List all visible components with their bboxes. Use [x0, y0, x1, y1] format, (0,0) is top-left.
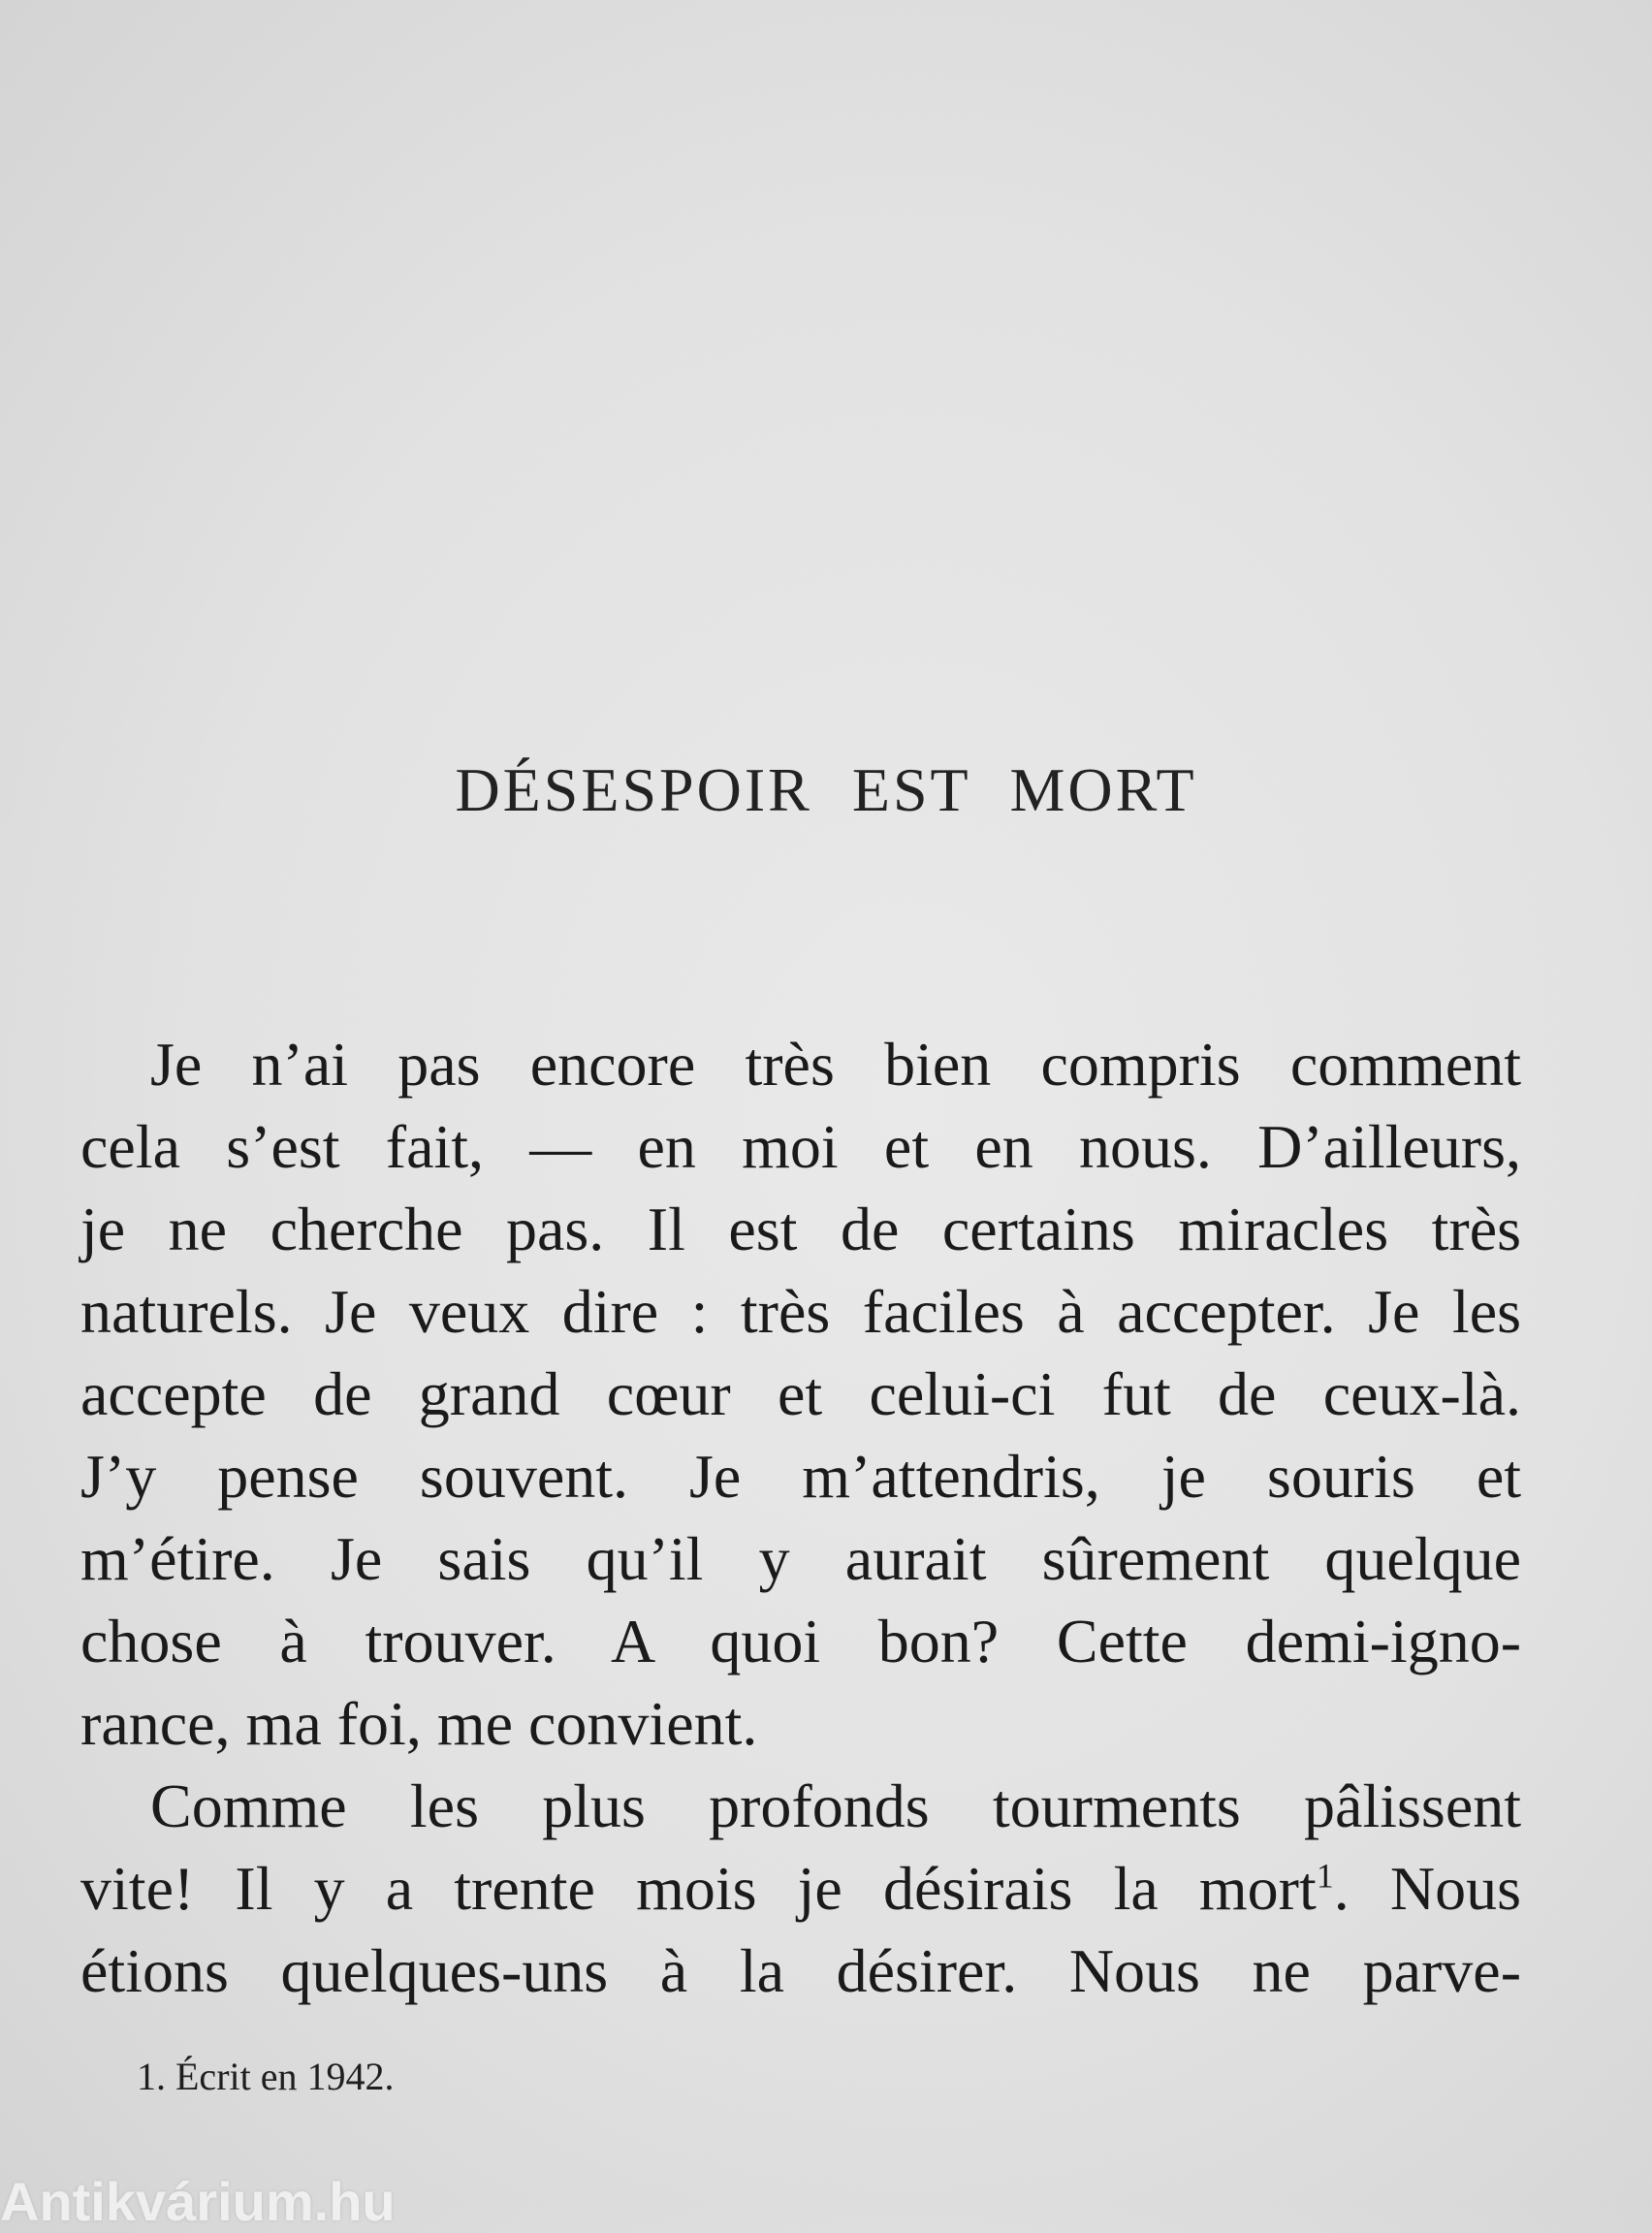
chapter-title: DÉSESPOIR EST MORT	[455, 755, 1197, 824]
text-line: Je n’ai pas encore très bien compris comment	[150, 1030, 1521, 1099]
text-segment: vite! Il y a trente mois je désirais la mort	[80, 1854, 1317, 1923]
text-line	[80, 1847, 1521, 1930]
text-line: chose à trouver. A quoi bon? Cette demi-igno-	[80, 1607, 1521, 1675]
text-line: cela s’est fait, — en moi et en nous. D’ailleurs,	[80, 1112, 1521, 1181]
text-line: J’y pense souvent. Je m’attendris, je souris et	[80, 1442, 1521, 1511]
text-line: Comme les plus profonds tourments pâlissent	[150, 1771, 1521, 1840]
text-segment: . Nous	[1333, 1854, 1522, 1923]
footnote: 1. Écrit en 1942.	[137, 2055, 395, 2098]
watermark: Antikvárium.hu	[0, 2171, 396, 2232]
footnote-reference: 1	[1316, 1856, 1334, 1896]
text-line: accepte de grand cœur et celui-ci fut de ceux-là.	[80, 1359, 1521, 1428]
text-line: étions quelques-uns à la désirer. Nous ne parve-	[80, 1936, 1521, 2005]
text-line: m’étire. Je sais qu’il y aurait sûrement quelque	[80, 1524, 1521, 1593]
body-text	[80, 1023, 1521, 2012]
text-line: rance, ma foi, me convient.	[80, 1689, 758, 1758]
text-line: je ne cherche pas. Il est de certains miracles très	[80, 1195, 1521, 1263]
text-line: naturels. Je veux dire : très faciles à accepter. Je les	[80, 1277, 1521, 1346]
